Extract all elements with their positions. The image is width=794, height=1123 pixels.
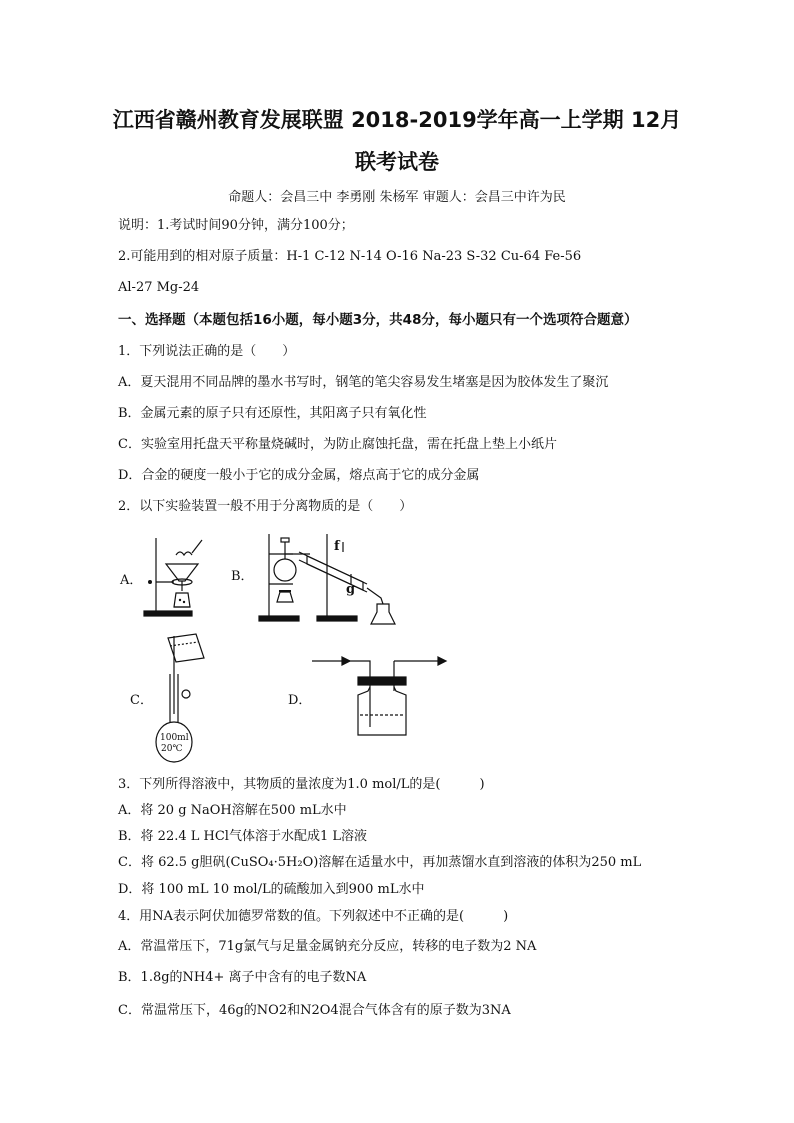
note-3: Al-27 Mg-24 xyxy=(118,280,200,295)
q3-stem: 3．下列所得溶液中，其物质的量浓度为1.0 mol/L的是( ) xyxy=(118,777,485,792)
q1-option-c: C．实验室用托盘天平称量烧碱时，为防止腐蚀托盘，需在托盘上垫上小纸片 xyxy=(118,437,557,452)
q2-label-c: C． xyxy=(130,693,153,708)
q2-label-d: D． xyxy=(288,693,312,708)
title-line-2: 联考试卷 xyxy=(355,150,439,174)
q4-option-a: A．常温常压下，71g氯气与足量金属钠充分反应，转移的电子数为2 NA xyxy=(118,939,537,954)
title-line-1: 江西省赣州教育发展联盟 2018-2019学年高一上学期 12月 xyxy=(112,108,682,132)
q1-option-d: D．合金的硬度一般小于它的成分金属，熔点高于它的成分金属 xyxy=(118,468,480,483)
condenser-label-f: f xyxy=(334,539,340,554)
q4-stem: 4．用NA表示阿伏加德罗常数的值。下列叙述中不正确的是( ) xyxy=(118,909,509,924)
flask-volume-label: 100ml xyxy=(160,733,189,743)
q3-option-a: A．将 20 g NaOH溶解在500 mL水中 xyxy=(118,803,347,818)
note-2: 2.可能用到的相对原子质量：H-1 C-12 N-14 O-16 Na-23 S-32 Cu-64 Fe-56 xyxy=(118,249,582,264)
q2-label-a: A． xyxy=(120,573,143,588)
q2-label-b: B． xyxy=(231,569,254,584)
gas-washing-bottle-figure xyxy=(312,655,462,740)
q3-option-c: C．将 62.5 g胆矾(CuSO₄·5H₂O)溶解在适量水中，再加蒸馏水直到溶液的体积为250 mL xyxy=(118,855,642,870)
condenser-label-g: g xyxy=(346,582,356,597)
q1-stem: 1．下列说法正确的是（ ） xyxy=(118,344,296,359)
q2-stem: 2．以下实验装置一般不用于分离物质的是（ ） xyxy=(118,499,413,514)
note-1: 说明：1.考试时间90分钟，满分100分； xyxy=(118,218,354,233)
q1-option-a: A．夏天混用不同品牌的墨水书写时，钢笔的笔尖容易发生堵塞是因为胶体发生了聚沉 xyxy=(118,375,609,390)
q3-option-d: D．将 100 mL 10 mol/L的硫酸加入到900 mL水中 xyxy=(118,882,425,897)
q3-option-b: B．将 22.4 L HCl气体溶于水配成1 L溶液 xyxy=(118,829,368,844)
filtration-apparatus-figure xyxy=(140,535,210,620)
q1-option-b: B．金属元素的原子只有还原性，其阳离子只有氧化性 xyxy=(118,406,427,421)
flask-temperature-label: 20℃ xyxy=(161,744,183,754)
q4-option-b: B．1.8g的NH4+ 离子中含有的电子数NA xyxy=(118,970,367,985)
distillation-apparatus-figure xyxy=(255,532,405,627)
authors: 命题人：会昌三中 李勇刚 朱杨军 审题人：会昌三中许为民 xyxy=(228,190,566,205)
section-heading: 一、选择题（本题包括16小题，每小题3分，共48分，每小题只有一个选项符合题意） xyxy=(118,312,638,328)
q4-option-c: C．常温常压下，46g的NO2和N2O4混合气体含有的原子数为3NA xyxy=(118,1003,511,1018)
